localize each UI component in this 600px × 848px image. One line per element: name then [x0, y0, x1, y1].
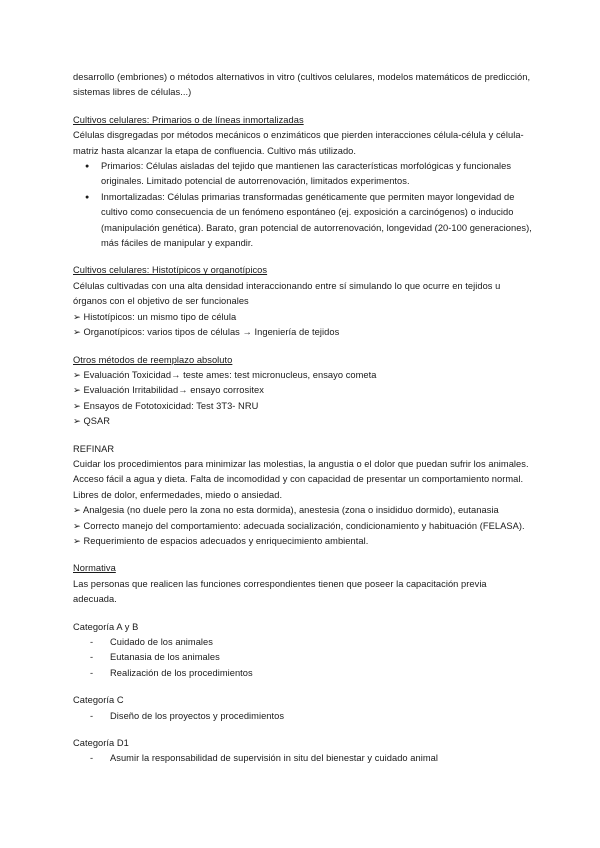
intro-paragraph: desarrollo (embriones) o métodos alternativos in vitro (cultivos celulares, modelos matemáticos de predicción, sistemas libres de células...) [73, 72, 531, 98]
section-heading-refinar: REFINAR [73, 443, 115, 454]
list-item: - Eutanasia de los animales [73, 650, 533, 665]
list-item: ➢ Evaluación Irritabilidad→ ensayo corrositex [73, 385, 264, 396]
list-item: ● Inmortalizadas: Células primarias transformadas genéticamente que permiten mayor longevidad de cultivo como consecuencia de un fenómeno espontáneo (ej. exposición a carcinógenos) o inducido (manipulación genética). Barato, gran potencial de autorrenovación, longevidad (20-100 generaciones), más fáciles de manipular y expandir. [73, 190, 533, 252]
list-item: ➢ Histotípicos: un mismo tipo de célula [73, 311, 237, 322]
section-body-refinar: Cuidar los procedimientos para minimizar las molestias, la angustia o el dolor que puedan sufrir los animales. Acceso fácil a agua y dieta. Falta de incomodidad y con capacidad de presentar un comportamiento normal. Libres de dolor, enfermedades, miedo o ansiedad. [73, 458, 529, 500]
section-heading-normativa: Normativa [73, 563, 116, 574]
section-body-cultivos-primarios: Células disgregadas por métodos mecánicos o enzimáticos que pierden interacciones célula-célula y célula-matriz hasta alcanzar la etapa de confluencia. Cultivo más utilizado. [73, 130, 524, 156]
list-item: ● Primarios: Células aisladas del tejido que mantienen las características morfológicas y funcionales originales. Limitado potencial de autorrenovación, limitados experimentos. [73, 159, 533, 190]
category-list-c [73, 709, 533, 724]
section-body-normativa: Las personas que realicen las funciones correspondientes tienen que poseer la capacitación previa adecuada. [73, 578, 487, 605]
list-item: ➢ Ensayos de Fototoxicidad: Test 3T3- NRU [73, 400, 259, 411]
bullet-list-cultivos [73, 159, 533, 251]
category-title-a-b: Categoría A y B [73, 621, 139, 632]
list-item: - Realización de los procedimientos [73, 666, 533, 681]
list-item: ➢ Correcto manejo del comportamiento: adecuada socialización, condicionamiento y habituación (FELASA). [73, 520, 525, 531]
list-item: - Asumir la responsabilidad de supervisión in situ del bienestar y cuidado animal [73, 751, 533, 766]
list-item: ➢ Evaluación Toxicidad→ teste ames: test micronucleus, ensayo cometa [73, 369, 377, 380]
list-item: ➢ Analgesia (no duele pero la zona no esta dormida), anestesia (zona o insididuo dormido), eutanasia [73, 505, 499, 516]
list-item: ➢ QSAR [73, 416, 111, 427]
section-heading-otros-metodos: Otros métodos de reemplazo absoluto [73, 354, 233, 365]
section-body-histotipicos: Células cultivadas con una alta densidad interaccionando entre sí simulando lo que ocurre en tejidos u órganos con el objetivo de ser funcionales [73, 280, 501, 307]
category-title-d1: Categoría D1 [73, 738, 129, 749]
list-item: ➢ Organotípicos: varios tipos de células → Ingeniería de tejidos [73, 327, 340, 338]
list-item: - Cuidado de los animales [73, 635, 533, 650]
section-heading-cultivos-primarios: Cultivos celulares: Primarios o de líneas inmortalizadas [73, 114, 304, 125]
document-content [73, 70, 533, 767]
list-item: - Diseño de los proyectos y procedimientos [73, 709, 533, 724]
list-item: ➢ Requerimiento de espacios adecuados y enriquecimiento ambiental. [73, 535, 369, 546]
category-list-d1 [73, 751, 533, 766]
category-title-c: Categoría C [73, 695, 124, 706]
category-list-a-b [73, 635, 533, 681]
section-heading-histotipicos: Cultivos celulares: Histotípicos y organotípicos [73, 265, 268, 276]
